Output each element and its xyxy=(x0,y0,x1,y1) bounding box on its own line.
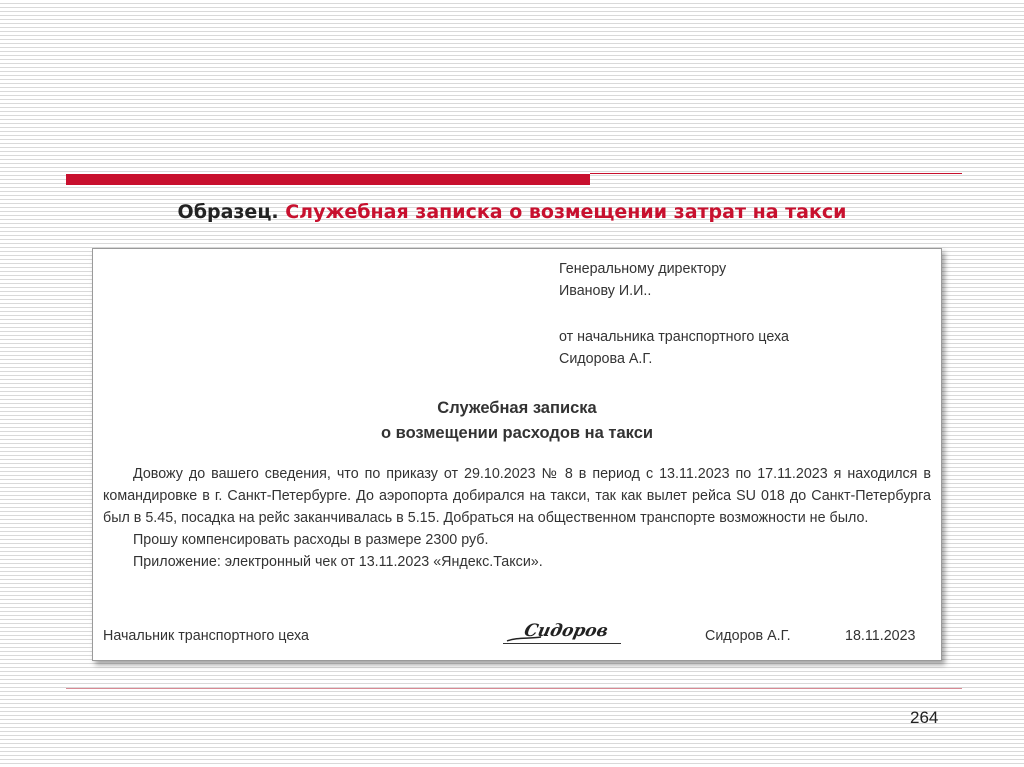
slide-title xyxy=(0,201,1024,223)
signer-name: Сидоров А.Г. xyxy=(705,628,791,644)
memo-heading xyxy=(93,396,941,446)
title-accent-bar xyxy=(66,174,590,185)
memo-document xyxy=(92,248,942,661)
memo-paragraph: Прошу компенсировать расходы в размере 2300 руб. xyxy=(133,532,489,548)
memo-paragraph: Приложение: электронный чек от 13.11.2023 «Яндекс.Такси». xyxy=(133,554,543,570)
footer-divider xyxy=(66,688,962,689)
memo-paragraph: Довожу до вашего сведения, что по приказу от 29.10.2023 № 8 в период с 13.11.2023 по 17.11.2023 я находился в командировке в г. Санкт-Петербурге. До аэропорта добирался на такси, так как вылет рейса SU 018 до Санкт-Петербурга был в 5.45, посадка на рейс заканчивалась в 5.15. Добраться на общественном транспорте возможности не было. xyxy=(103,466,931,526)
sender-name: Сидорова А.Г. xyxy=(559,351,653,367)
svg-text:Сидоров: Сидоров xyxy=(522,621,610,641)
signature-row xyxy=(103,621,931,655)
handwritten-signature xyxy=(503,619,621,644)
title-accent-line xyxy=(590,173,962,174)
memo-body xyxy=(103,463,931,573)
slide-title-prefix: Образец. xyxy=(177,201,286,223)
slide-title-main: Служебная записка о возмещении затрат на такси xyxy=(285,201,847,223)
sender-position: от начальника транспортного цеха xyxy=(559,329,789,345)
memo-heading-subject: о возмещении расходов на такси xyxy=(380,424,654,442)
addressee-position: Генеральному директору xyxy=(559,261,727,277)
signer-role: Начальник транспортного цеха xyxy=(103,628,309,644)
addressee-block xyxy=(559,258,929,370)
addressee-name: Иванову И.И.. xyxy=(559,283,652,299)
signature-date: 18.11.2023 xyxy=(845,628,916,644)
memo-heading-title: Служебная записка xyxy=(437,399,597,417)
page-number: 264 xyxy=(910,708,939,727)
